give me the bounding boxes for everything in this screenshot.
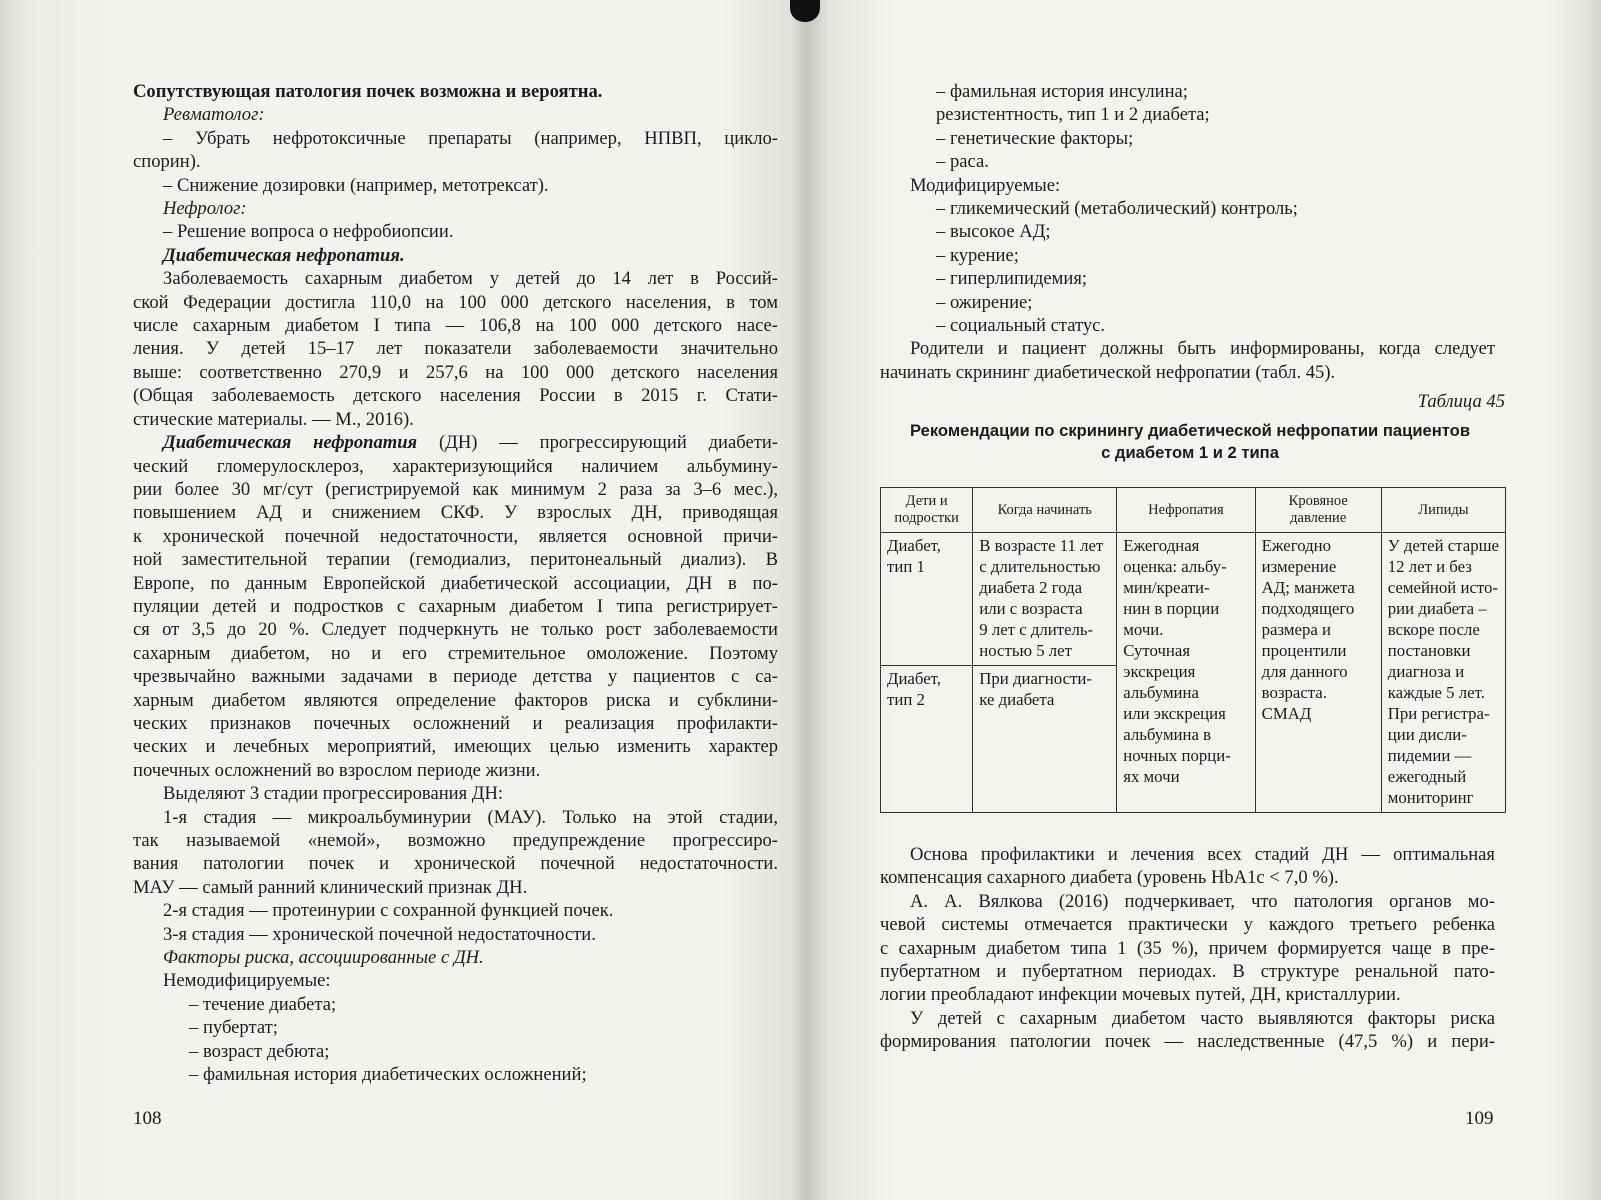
cell-text-line: ностью 5 лет <box>979 641 1072 660</box>
cell-text-line: с длительностью <box>979 557 1101 576</box>
text-line: Европе, по данным Европейской диабетической ассоциации, ДН в по- <box>133 572 778 594</box>
text-line: – пубертат; <box>189 1017 278 1039</box>
text-line: ческий гломерулосклероз, характеризующийся наличием альбуминy- <box>133 455 778 477</box>
text-line: У детей с сахарным диабетом часто выявляются факторы риска <box>910 1007 1495 1029</box>
cell-text-line: оценка: альбу- <box>1123 557 1227 576</box>
text-line: МАУ — самый ранний клинический признак ДН. <box>133 876 528 898</box>
cell-text-line: 12 лет и без <box>1387 557 1472 576</box>
cell-text-line: ке диабета <box>979 690 1055 709</box>
text-line: числе сахарным диабетом I типа — 106,8 на 100 000 детского насе- <box>133 315 778 337</box>
text-line: 1-я стадия — микроальбуминурии (МАУ). Только на этой стадии, <box>163 806 778 828</box>
text-line: 2-я стадия — протеинурии с сохранной функцией почек. <box>163 900 614 922</box>
cell-text-line: измерение <box>1261 557 1337 576</box>
text-line: так называемой «немой», возможно предупреждение прогрессиро- <box>133 830 778 851</box>
text-line: Диабетическая нефропатия (ДН) — прогрессирующий диабети- <box>163 432 778 454</box>
cell-type2: Диабет, тип 2 <box>881 666 973 813</box>
text-line: – раса. <box>936 151 989 173</box>
cell-text-line: экскреция <box>1123 662 1196 681</box>
cell-text-line: СМАД <box>1261 704 1312 723</box>
text-line: спорин). <box>133 151 201 173</box>
text-line: повышением АД и снижением СКФ. У взрослых ДН, приводящая <box>133 502 778 524</box>
text-line: (Общая заболеваемость детского населения России в 2015 г. Стати- <box>133 385 778 407</box>
cell-text-line: рии диабета – <box>1387 599 1487 618</box>
text-line: резистентность, тип 1 и 2 диабета; <box>936 104 1210 126</box>
text-line: пубертатном и пубертатном периодах. В структуре ренальной пато- <box>880 961 1495 983</box>
text-line: А. А. Вялкова (2016) подчеркивает, что патология органов мо- <box>910 890 1495 912</box>
cell-text-line: При регистра- <box>1387 704 1490 723</box>
text-line: Модифицируемые: <box>910 174 1061 196</box>
text-line: чрезвычайно важными задачами в периоде детства у пациентов с са- <box>133 666 778 688</box>
text-line: Родители и пациент должны быть информированы, когда следует <box>910 338 1495 360</box>
table-number: Таблица 45 <box>1417 391 1505 412</box>
text-line: вания патологии почек и хронической почечной недостаточности. <box>133 853 778 875</box>
text-line: ления. У детей 15–17 лет показатели заболеваемости значительно <box>133 338 778 360</box>
th-children: Дети и подростки <box>881 488 973 533</box>
th-when: Когда начинать <box>973 488 1117 533</box>
text-line: почечных осложнений во взрослом периоде жизни. <box>133 759 541 781</box>
cell-when-type2 <box>973 666 1117 813</box>
text-line: логии преобладают инфекции мочевых путей, ДН, кристаллурии. <box>880 984 1401 1006</box>
cell-text-line: мониторинг <box>1387 788 1474 807</box>
table-label <box>880 390 1505 413</box>
cell-lipids <box>1381 533 1505 813</box>
cell-text-line: ции дисли- <box>1387 725 1467 744</box>
text-line: сахарным диабетом, но и его стремительное омоложение. Поэтому <box>133 642 778 664</box>
text-line: ской Федерации достигла 110,0 на 100 000 детского населения, в том <box>133 291 778 313</box>
cell-text-line: постановки <box>1387 641 1471 660</box>
text-line: пуляции детей и подростков с сахарным диабетом I типа регистрирует- <box>133 595 778 617</box>
cell-text-line: пидемии — <box>1387 746 1472 765</box>
text-line: Заболеваемость сахарным диабетом у детей до 14 лет в Россий- <box>163 268 778 290</box>
text-line: стические материалы. — М., 2016). <box>133 408 414 430</box>
table-title-line-1: Рекомендации по скринингу диабетической нефропатии пациентов <box>909 421 1471 440</box>
cell-text-line: мочи. <box>1123 620 1164 639</box>
cell-text-line: В возрасте 11 лет <box>979 536 1104 555</box>
text-line: компенсация сахарного диабета (уровень HbA1c < 7,0 %). <box>880 867 1339 889</box>
text-line: начинать скрининг диабетической нефропатии (табл. 45). <box>880 361 1336 383</box>
cell-text-line: нин в порции <box>1123 599 1220 618</box>
cell-text-line: семейной исто- <box>1387 578 1498 597</box>
text-line: – гликемический (метаболический) контроль; <box>936 198 1298 220</box>
cell-text-line: для данного <box>1261 662 1348 681</box>
text-line: – возраст дебюта; <box>189 1040 330 1062</box>
th-lipids: Липиды <box>1381 488 1505 533</box>
text-line: – Решение вопроса о нефробиопсии. <box>163 221 454 243</box>
cell-text-line: процентили <box>1261 641 1347 660</box>
text-line: – высокое АД; <box>936 221 1051 243</box>
cell-text-line: ях мочи <box>1123 767 1180 786</box>
cell-text-line: или экскреция <box>1123 704 1226 723</box>
text-line: – фамильная история инсулина; <box>936 81 1188 102</box>
text-line: Факторы риска, ассоциированные с ДН. <box>163 947 484 969</box>
cell-text-line: Ежегодно <box>1261 536 1332 555</box>
text-line: Нефролог: <box>163 198 247 220</box>
text-line: Диабетическая нефропатия. <box>163 244 405 266</box>
cell-text-line: У детей старше <box>1387 536 1499 555</box>
text-line: Ревматолог: <box>163 104 265 126</box>
text-line: харным диабетом являются определение факторов риска и субклини- <box>133 689 778 711</box>
text-line: ческих признаков почечных осложнений и реализация профилакти- <box>133 712 778 734</box>
text-line: рии более 30 мг/сут (регистрируемой как минимум 2 раза за 3–6 мес.), <box>133 478 778 500</box>
left-page-text <box>133 80 778 1086</box>
text-line: Немодифицируемые: <box>163 970 331 992</box>
cell-text-line: вскоре после <box>1387 620 1480 639</box>
page-number-right: 109 <box>1465 1108 1494 1129</box>
text-line: ческих и лечебных мероприятий, имеющих целью изменить характер <box>133 736 778 758</box>
cell-text-line: размера и <box>1261 620 1331 639</box>
text-line: формирования патологии почек — наследственные (47,5 %) и пери- <box>880 1031 1495 1053</box>
cell-text-line: ежегодный <box>1387 767 1467 786</box>
table-header-row <box>881 488 1506 533</box>
cell-text-line: каждые 5 лет. <box>1387 683 1485 702</box>
text-line: – Убрать нефротоксичные препараты (например, НПВП, цикло- <box>163 127 778 149</box>
term-bold: Диабетическая нефропатия <box>163 432 418 454</box>
cell-nephropathy <box>1117 533 1255 813</box>
text-line: 3-я стадия — хронической почечной недостаточности. <box>163 923 596 945</box>
cell-text-line: возраста. <box>1261 683 1327 702</box>
text-line: – фамильная история диабетических осложнений; <box>189 1064 587 1086</box>
cell-blood-pressure <box>1255 533 1381 813</box>
cell-when-type1 <box>973 533 1117 666</box>
th-nephropathy: Нефропатия <box>1117 488 1255 533</box>
text-line: к хронической почечной недостаточности, является основной причи- <box>133 525 778 547</box>
text-line: ной заместительной терапии (гемодиализ, перитонеальный диализ). В <box>133 549 778 571</box>
cell-text-line: Суточная <box>1123 641 1191 660</box>
text-line: – курение; <box>936 244 1019 266</box>
page-number-left: 108 <box>133 1108 162 1129</box>
screening-table <box>880 487 1506 813</box>
text-line: – ожирение; <box>936 291 1033 313</box>
table-row <box>881 533 1506 666</box>
cell-text-line: альбумина <box>1123 683 1199 702</box>
text-line: ся от 3,5 до 20 %. Следует подчеркнуть не только рост заболеваемости <box>133 619 778 641</box>
text-line: Сопутствующая патология почек возможна и вероятна. <box>133 81 603 102</box>
text-line: Основа профилактики и лечения всех стадий ДН — оптимальная <box>910 844 1495 865</box>
cell-text-line: или с возраста <box>979 599 1083 618</box>
text-line: – Снижение дозировки (например, метотрексат). <box>163 174 549 196</box>
cell-text-line: альбумина в <box>1123 725 1212 744</box>
cell-text-line: АД; манжета <box>1261 578 1355 597</box>
cell-text-line: диагноза и <box>1387 662 1465 681</box>
cell-text-line: ночных порци- <box>1123 746 1231 765</box>
cell-text-line: При диагности- <box>979 669 1092 688</box>
text-line: Выделяют 3 стадии прогрессирования ДН: <box>163 783 504 805</box>
screening-table-wrap <box>880 487 1506 813</box>
text-line: с сахарным диабетом типа 1 (35 %), причем формируется чаще в пре- <box>880 937 1495 959</box>
text-line: выше: соответственно 270,9 и 257,6 на 100 000 детского населения <box>133 361 778 383</box>
cell-text-line: Ежегодная <box>1123 536 1200 555</box>
text-line: – течение диабета; <box>189 993 337 1015</box>
right-page-text-top <box>880 80 1495 384</box>
cell-text-line: подходящего <box>1261 599 1355 618</box>
text-line: – социальный статус. <box>936 315 1106 337</box>
table-title <box>860 420 1520 464</box>
cell-type1: Диабет, тип 1 <box>881 533 973 666</box>
cell-text-line: 9 лет с длитель- <box>979 620 1094 639</box>
text-line: – генетические факторы; <box>936 127 1134 149</box>
text-line: – гиперлипидемия; <box>936 268 1088 290</box>
table-title-line-2: с диабетом 1 и 2 типа <box>1101 443 1279 462</box>
cell-text-line: диабета 2 года <box>979 578 1083 597</box>
right-page-text-bottom <box>880 843 1495 1054</box>
th-blood-pressure: Кровяное давление <box>1255 488 1381 533</box>
cell-text-line: мин/креати- <box>1123 578 1210 597</box>
text-line: чевой системы отмечается практически у каждого третьего ребенка <box>880 914 1495 936</box>
